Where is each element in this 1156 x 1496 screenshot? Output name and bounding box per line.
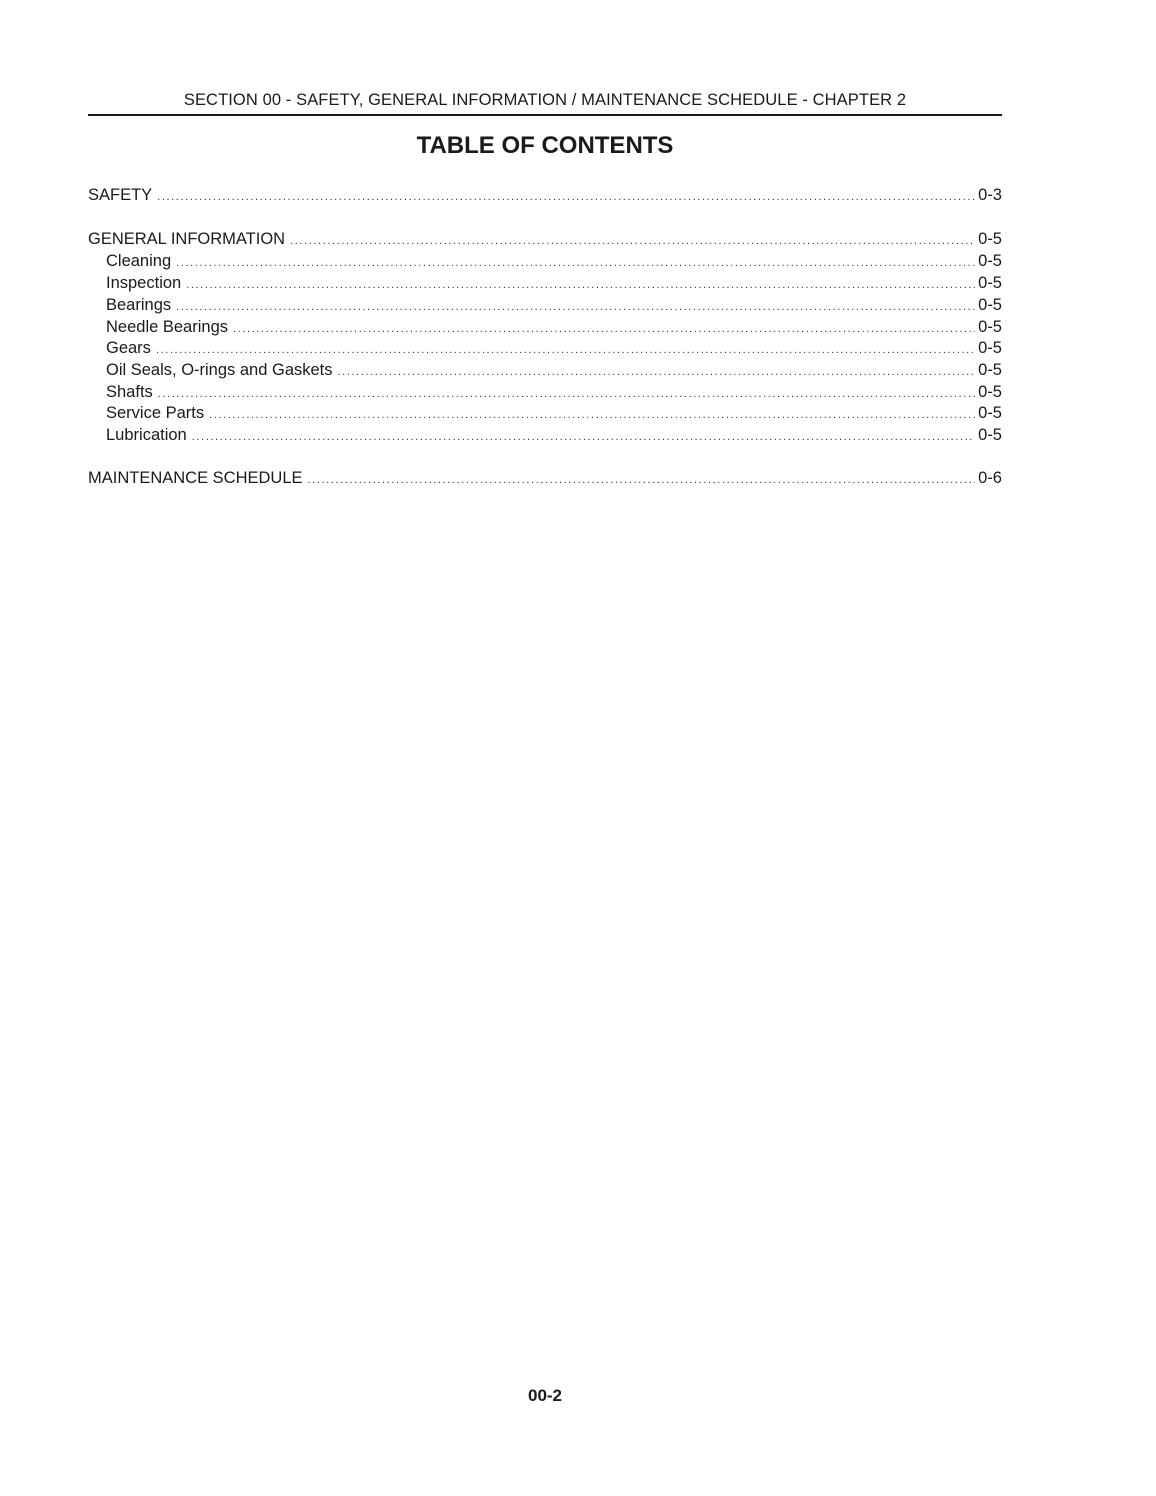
toc-entry-label: Needle Bearings — [106, 318, 228, 336]
toc-entry-page: 0-5 — [978, 361, 1002, 379]
toc-entry-page: 0-5 — [978, 383, 1002, 401]
page-title: TABLE OF CONTENTS — [416, 132, 674, 159]
toc-entry-page: 0-5 — [978, 296, 1002, 314]
dot-leader — [176, 252, 975, 272]
header-divider — [88, 114, 1002, 116]
running-header: SECTION 00 - SAFETY, GENERAL INFORMATION / MAINTENANCE SCHEDULE - CHAPTER 2 — [183, 91, 907, 109]
toc-entry-shafts[interactable] — [88, 381, 1002, 403]
toc-entry-lubrication[interactable] — [88, 424, 1002, 446]
toc-entry-safety[interactable] — [88, 184, 1002, 206]
toc-entry-label: Oil Seals, O-rings and Gaskets — [106, 361, 333, 379]
toc-entry-label: Inspection — [106, 274, 182, 292]
toc-entry-page: 0-6 — [978, 469, 1002, 487]
toc-entry-label: Cleaning — [106, 252, 172, 270]
page-number: 00-2 — [527, 1386, 563, 1405]
toc-entry-page: 0-5 — [978, 318, 1002, 336]
dot-leader — [338, 361, 976, 381]
dot-leader — [156, 339, 975, 359]
toc-entry-page: 0-5 — [978, 252, 1002, 270]
toc-entry-inspection[interactable] — [88, 272, 1002, 294]
toc-entry-service-parts[interactable] — [88, 402, 1002, 424]
toc-entry-general-information[interactable] — [88, 228, 1002, 250]
toc-entry-label: Lubrication — [106, 426, 187, 444]
toc-entry-needle-bearings[interactable] — [88, 316, 1002, 338]
dot-leader — [158, 383, 975, 403]
toc-entry-bearings[interactable] — [88, 294, 1002, 316]
toc-entry-label: Bearings — [106, 296, 172, 314]
dot-leader — [290, 230, 975, 250]
toc-entry-page: 0-5 — [978, 404, 1002, 422]
toc-entry-label: Service Parts — [106, 404, 205, 422]
toc-entry-page: 0-5 — [978, 274, 1002, 292]
dot-leader — [192, 426, 975, 446]
toc-entry-label: Shafts — [106, 383, 153, 401]
dot-leader — [233, 318, 975, 338]
toc-entry-gears[interactable] — [88, 337, 1002, 359]
toc-entry-label: SAFETY — [88, 186, 153, 204]
dot-leader — [186, 274, 975, 294]
toc-entry-label: Gears — [106, 339, 151, 357]
toc-entry-label: GENERAL INFORMATION — [88, 230, 286, 248]
toc-entry-page: 0-5 — [978, 426, 1002, 444]
toc-entry-page: 0-5 — [978, 230, 1002, 248]
toc-entry-page: 0-5 — [978, 339, 1002, 357]
toc-entry-oil-seals[interactable] — [88, 359, 1002, 381]
dot-leader — [209, 404, 975, 424]
toc-entry-page: 0-3 — [978, 186, 1002, 204]
toc-entry-maintenance-schedule[interactable] — [88, 467, 1002, 489]
dot-leader — [308, 469, 976, 489]
dot-leader — [157, 186, 975, 206]
dot-leader — [176, 296, 975, 316]
toc-entry-cleaning[interactable] — [88, 250, 1002, 272]
toc-entry-label: MAINTENANCE SCHEDULE — [88, 469, 303, 487]
